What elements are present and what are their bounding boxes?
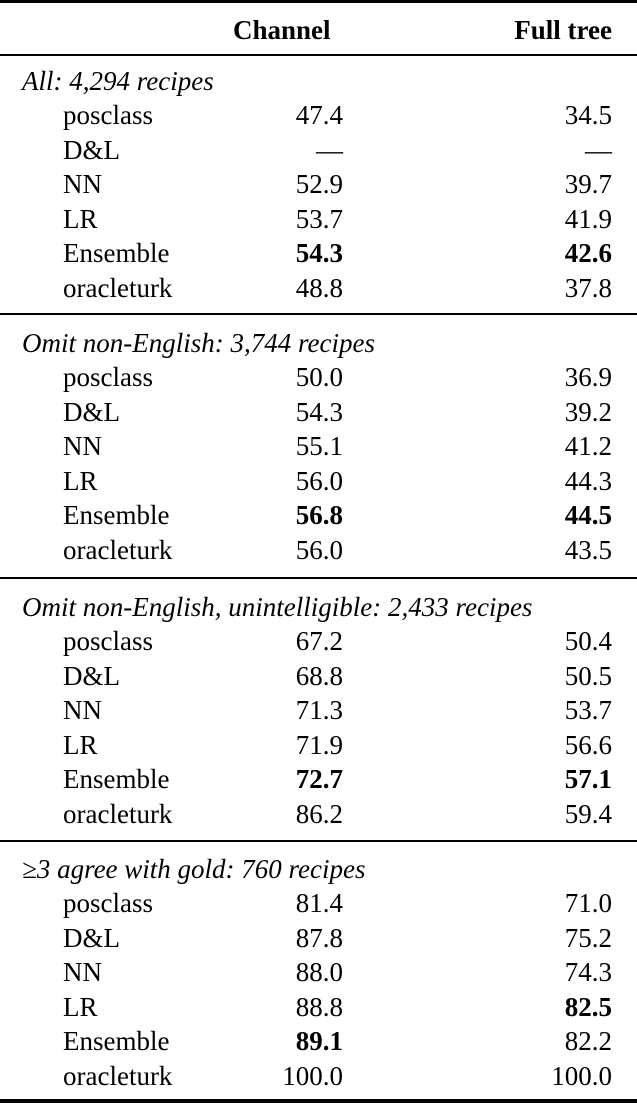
header-rule	[0, 54, 637, 56]
table-row	[0, 1059, 637, 1094]
table-row	[0, 955, 637, 990]
method-name: LR	[63, 991, 98, 1022]
method-name: D&L	[63, 922, 120, 953]
section-title: ≥3 agree with gold: 760 recipes	[22, 854, 366, 884]
table-row	[0, 624, 637, 659]
method-name: D&L	[63, 396, 120, 427]
section-rule	[0, 313, 637, 315]
table-row	[0, 98, 637, 133]
section-title: Omit non-English, unintelligible: 2,433 recipes	[22, 592, 533, 622]
table-row	[0, 271, 637, 306]
full-tree-value: 39.2	[564, 396, 612, 427]
full-tree-value: 41.9	[564, 203, 612, 234]
channel-value: 54.3	[295, 396, 343, 427]
full-tree-value: 42.6	[564, 238, 612, 268]
full-tree-value: 43.5	[564, 534, 612, 565]
table-row	[0, 990, 637, 1025]
channel-value: 81.4	[295, 888, 343, 918]
table-row	[0, 429, 637, 464]
table-row	[0, 693, 637, 728]
full-tree-value: 56.6	[564, 729, 612, 760]
section-title: All: 4,294 recipes	[22, 66, 214, 96]
full-tree-value: 34.5	[564, 100, 612, 130]
table-row	[0, 921, 637, 956]
channel-value: 87.8	[295, 922, 343, 953]
method-name: Ensemble	[63, 1026, 170, 1056]
section-title: Omit non-English: 3,744 recipes	[22, 328, 375, 358]
channel-value: 55.1	[295, 431, 343, 461]
table-row	[0, 236, 637, 271]
table-row	[0, 360, 637, 395]
channel-value: 67.2	[295, 626, 343, 656]
table-row	[0, 395, 637, 430]
method-name: LR	[63, 465, 98, 496]
channel-value: 71.9	[295, 729, 343, 760]
channel-value: 88.0	[295, 957, 343, 987]
table-row	[0, 1024, 637, 1059]
channel-value: 71.3	[295, 695, 343, 725]
method-name: oracleturk	[63, 534, 173, 565]
method-name: Ensemble	[63, 238, 170, 268]
column-header-channel: Channel	[233, 15, 331, 45]
channel-value: 100.0	[282, 1060, 343, 1091]
full-tree-value: 82.2	[564, 1026, 612, 1056]
channel-value: 52.9	[295, 169, 343, 199]
method-name: oracleturk	[63, 272, 173, 303]
method-name: Ensemble	[63, 764, 170, 794]
method-name: NN	[63, 695, 102, 725]
table-row	[0, 762, 637, 797]
method-name: D&L	[63, 134, 120, 165]
channel-value: 48.8	[295, 272, 343, 303]
channel-value: 68.8	[295, 660, 343, 691]
method-name: oracleturk	[63, 798, 173, 829]
method-name: NN	[63, 431, 102, 461]
table-row	[0, 464, 637, 499]
column-header-full-tree: Full tree	[514, 15, 612, 45]
bottom-rule	[0, 1099, 637, 1103]
table-row	[0, 533, 637, 568]
table-row	[0, 797, 637, 832]
full-tree-value: —	[585, 134, 612, 165]
channel-value: 54.3	[295, 238, 343, 268]
method-name: posclass	[63, 888, 153, 918]
table-row	[0, 202, 637, 237]
channel-value: 47.4	[295, 100, 343, 130]
top-rule	[0, 0, 637, 3]
channel-value: 56.0	[295, 465, 343, 496]
table-row	[0, 886, 637, 921]
channel-value: 50.0	[295, 362, 343, 392]
method-name: LR	[63, 729, 98, 760]
full-tree-value: 50.5	[564, 660, 612, 691]
full-tree-value: 59.4	[564, 798, 612, 829]
full-tree-value: 75.2	[564, 922, 612, 953]
method-name: LR	[63, 203, 98, 234]
method-name: oracleturk	[63, 1060, 173, 1091]
full-tree-value: 39.7	[564, 169, 612, 199]
channel-value: —	[316, 134, 343, 165]
channel-value: 53.7	[295, 203, 343, 234]
method-name: D&L	[63, 660, 120, 691]
channel-value: 89.1	[295, 1026, 343, 1056]
table-row	[0, 728, 637, 763]
method-name: posclass	[63, 626, 153, 656]
section-rule	[0, 577, 637, 579]
channel-value: 72.7	[295, 764, 343, 794]
full-tree-value: 74.3	[564, 957, 612, 987]
full-tree-value: 44.3	[564, 465, 612, 496]
channel-value: 88.8	[295, 991, 343, 1022]
full-tree-value: 53.7	[564, 695, 612, 725]
method-name: posclass	[63, 100, 153, 130]
channel-value: 86.2	[295, 798, 343, 829]
method-name: NN	[63, 169, 102, 199]
section-rule	[0, 840, 637, 842]
full-tree-value: 37.8	[564, 272, 612, 303]
table-row	[0, 498, 637, 533]
full-tree-value: 41.2	[564, 431, 612, 461]
full-tree-value: 36.9	[564, 362, 612, 392]
channel-value: 56.0	[295, 534, 343, 565]
method-name: Ensemble	[63, 500, 170, 530]
table-row	[0, 133, 637, 168]
method-name: posclass	[63, 362, 153, 392]
channel-value: 56.8	[295, 500, 343, 530]
full-tree-value: 100.0	[551, 1060, 612, 1091]
full-tree-value: 44.5	[564, 500, 612, 530]
method-name: NN	[63, 957, 102, 987]
table-row	[0, 659, 637, 694]
full-tree-value: 57.1	[564, 764, 612, 794]
full-tree-value: 82.5	[564, 991, 612, 1022]
full-tree-value: 71.0	[564, 888, 612, 918]
full-tree-value: 50.4	[564, 626, 612, 656]
table-row	[0, 167, 637, 202]
